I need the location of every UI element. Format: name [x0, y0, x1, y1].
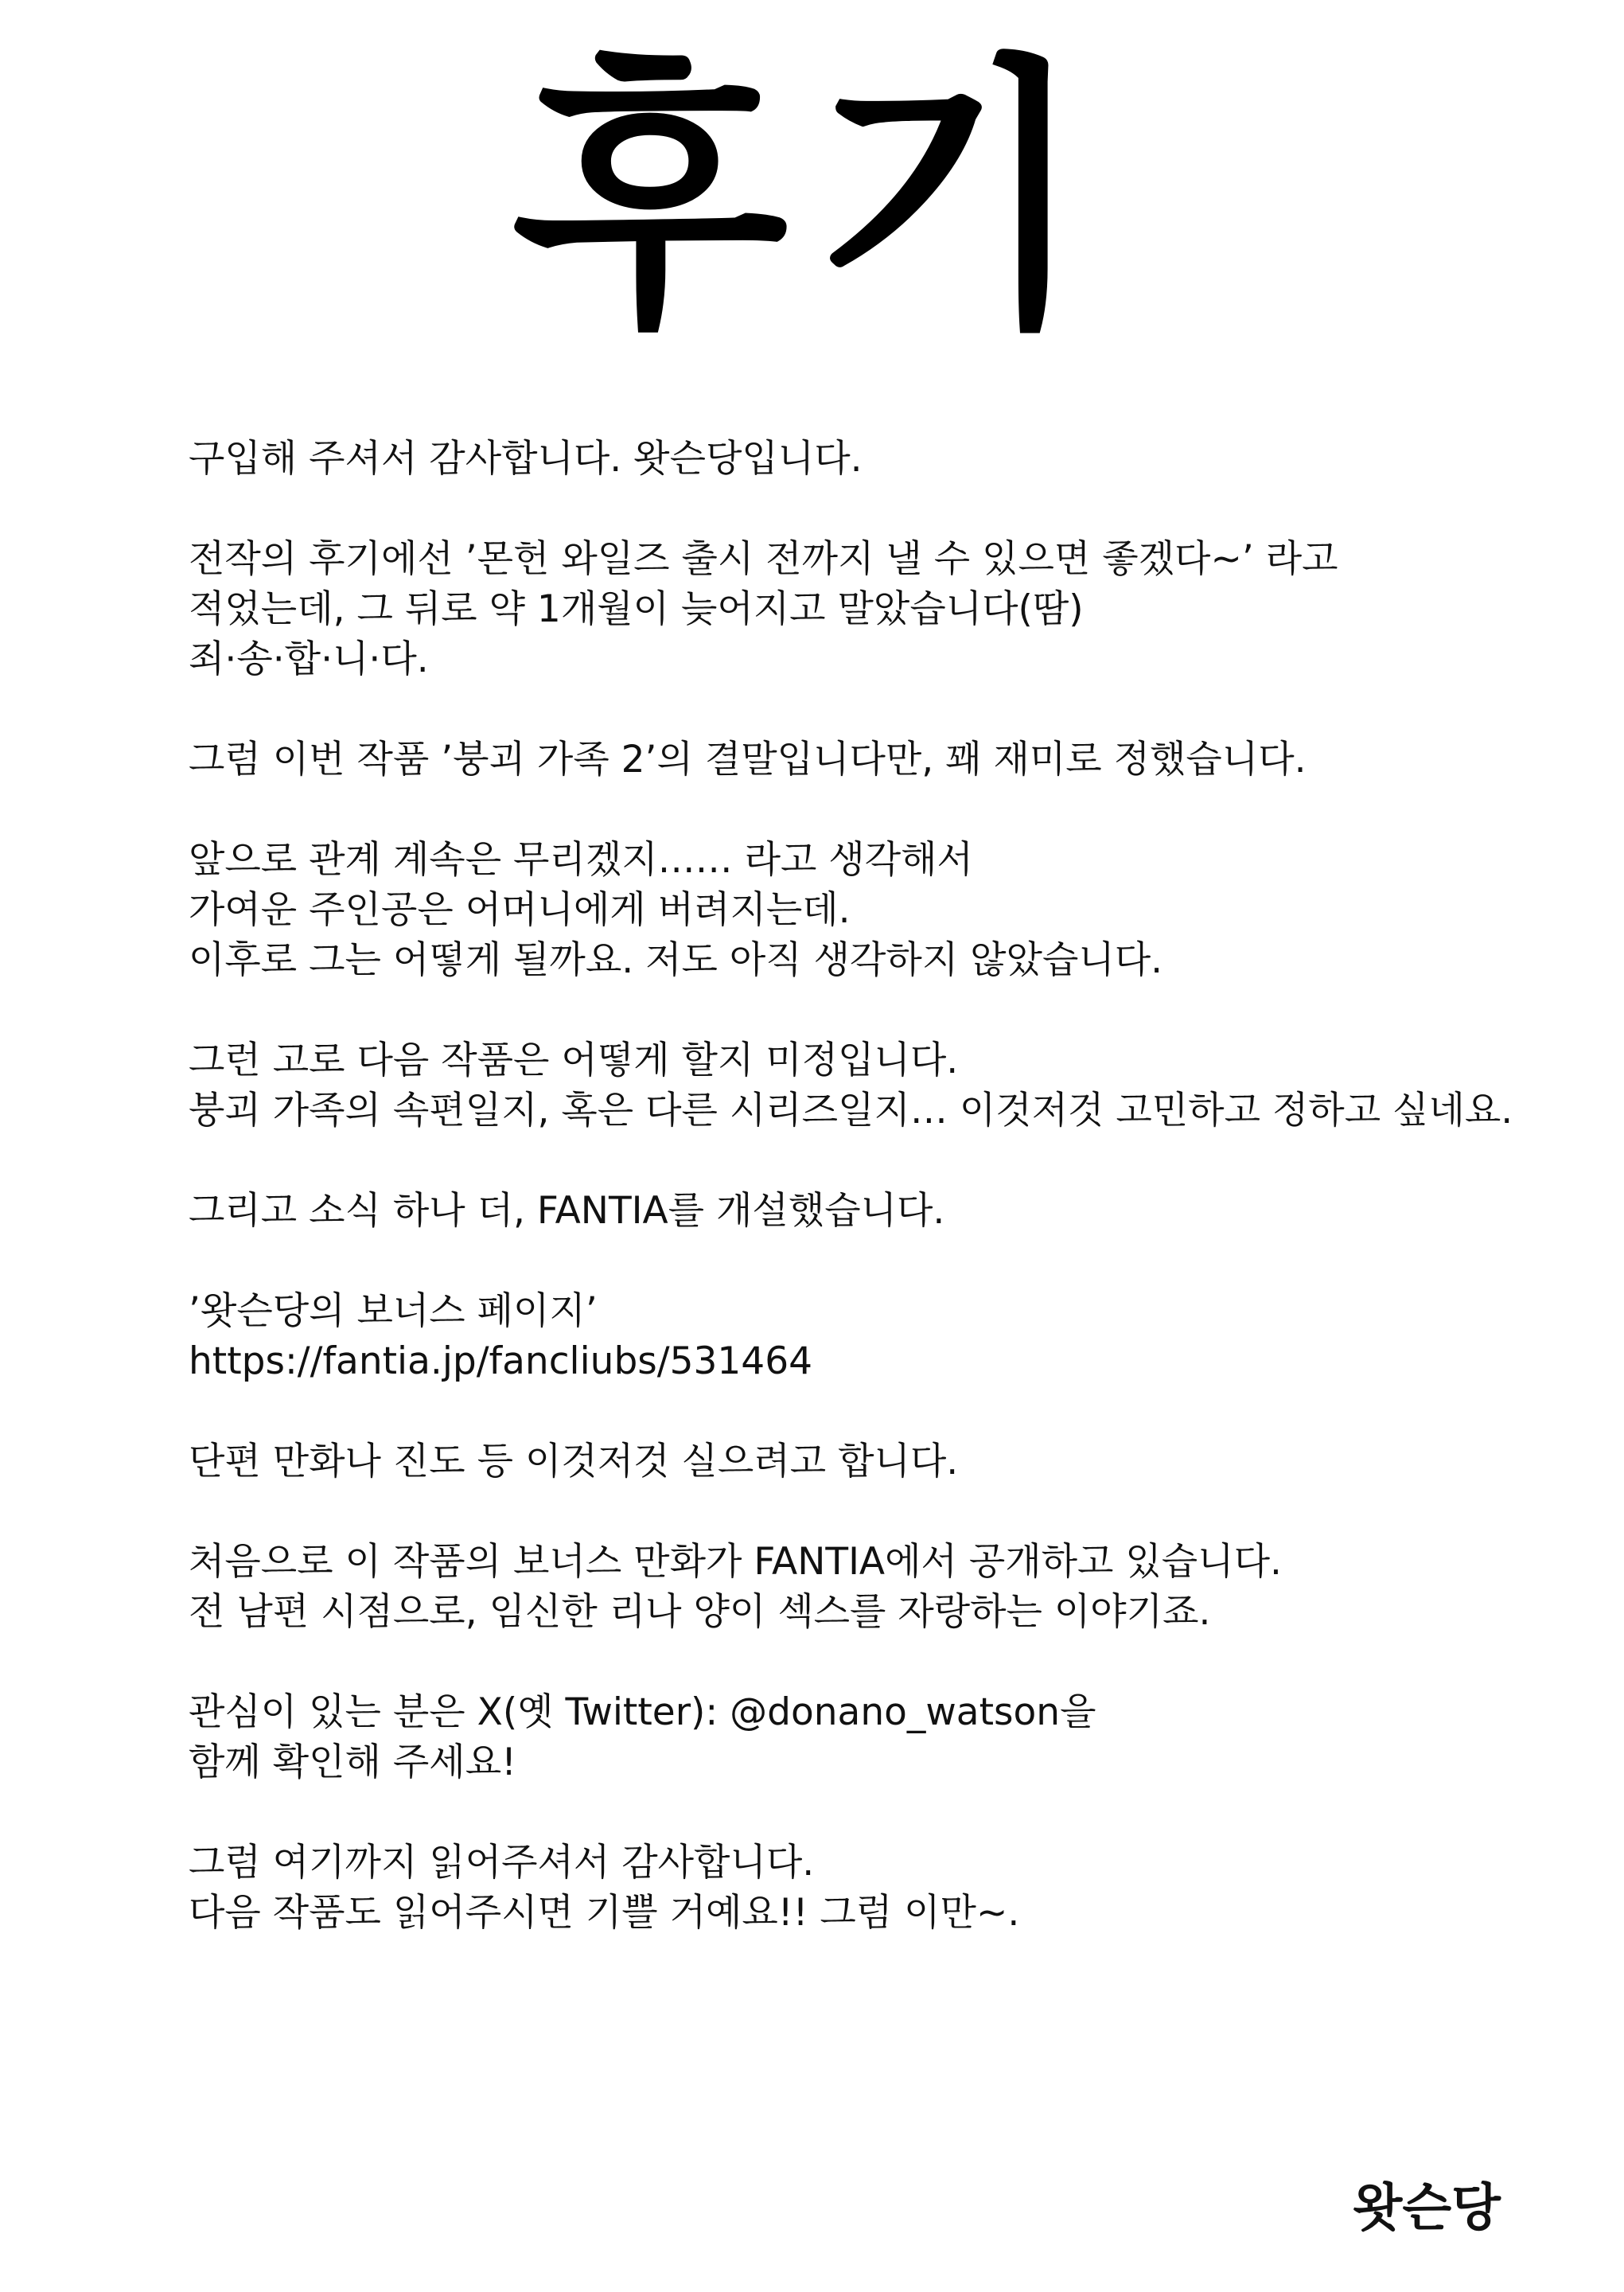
paragraph — [189, 735, 1541, 785]
text-line: 그런 고로 다음 작품은 어떻게 할지 미정입니다. — [189, 1039, 959, 1082]
fantia-url: https://fantia.jp/fancliubs/531464 — [189, 1339, 813, 1383]
paragraph — [189, 1838, 1541, 1938]
paragraph — [189, 1186, 1541, 1236]
paragraph — [189, 534, 1541, 684]
text-line: 전 남편 시점으로, 임신한 리나 양이 섹스를 자랑하는 이야기죠. — [189, 1590, 1211, 1634]
text-line: ’왓슨당의 보너스 페이지’ — [189, 1289, 598, 1333]
paragraph — [189, 835, 1541, 985]
text-line: 붕괴 가족의 속편일지, 혹은 다른 시리즈일지… 이것저것 고민하고 정하고 싶네요. — [189, 1089, 1513, 1132]
text-line: 함께 확인해 주세요! — [189, 1740, 516, 1784]
text-line: 이후로 그는 어떻게 될까요. 저도 아직 생각하지 않았습니다. — [189, 938, 1163, 982]
text-line: 그리고 소식 하나 더, FANTIA를 개설했습니다. — [189, 1189, 945, 1233]
text-line: 단편 만화나 진도 등 이것저것 실으려고 합니다. — [189, 1440, 959, 1483]
text-line: 가여운 주인공은 어머니에게 버려지는데. — [189, 888, 851, 932]
paragraph — [189, 1436, 1541, 1487]
page-title: 후기 — [511, 32, 1113, 365]
text-line: 앞으로 관계 계속은 무리겠지…… 라고 생각해서 — [189, 838, 973, 882]
paragraph — [189, 1687, 1541, 1787]
text-line: 다음 작품도 읽어주시면 기쁠 거예요!! 그럼 이만~. — [189, 1891, 1020, 1935]
text-line: 구입해 주셔서 감사합니다. 왓슨당입니다. — [189, 437, 863, 481]
text-line: 전작의 후기에선 ’몬헌 와일즈 출시 전까지 낼 수 있으면 좋겠다~’ 라고 — [189, 537, 1338, 581]
text-line: 적었는데, 그 뒤로 약 1개월이 늦어지고 말았습니다(땀) — [189, 587, 1084, 631]
paragraph — [189, 1537, 1541, 1637]
text-line: 죄·송·합·니·다. — [189, 637, 429, 681]
text-line: 처음으로 이 작품의 보너스 만화가 FANTIA에서 공개하고 있습니다. — [189, 1540, 1282, 1584]
text-line: 그럼 이번 작품 ’붕괴 가족 2’의 결말입니다만, 꽤 재미로 정했습니다. — [189, 738, 1307, 782]
text-line: 관심이 있는 분은 X(옛 Twitter): @donano_watson을 — [189, 1690, 1096, 1734]
paragraph — [189, 1286, 1541, 1386]
afterword-body — [189, 434, 1541, 1988]
author-signature: 왓슨당 — [1353, 2179, 1501, 2238]
paragraph — [189, 1035, 1541, 1136]
paragraph — [189, 434, 1541, 484]
text-line: 그럼 여기까지 읽어주셔서 감사합니다. — [189, 1841, 815, 1885]
